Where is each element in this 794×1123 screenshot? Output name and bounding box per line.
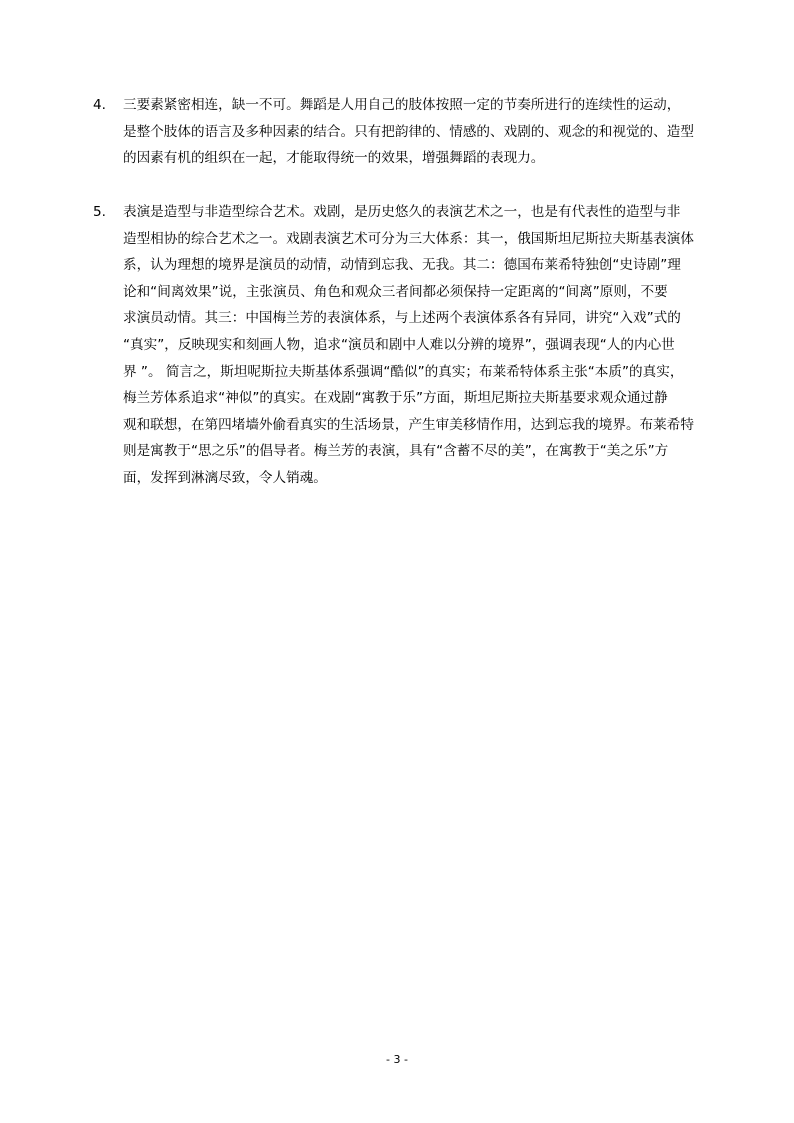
text-line: 三要素紧密相连，缺一不可。舞蹈是人用自己的肢体按照一定的节奏所进行的连续性的运动， xyxy=(123,97,681,113)
text-line: 系，认为理想的境界是演员的动情，动情到忘我、无我。其二：德国布莱希特独创“史诗剧”理 xyxy=(123,257,681,274)
text-line: 造型相协的综合艺术之一。戏剧表演艺术可分为三大体系：其一，俄国斯坦尼斯拉夫斯基表演体 xyxy=(123,230,694,247)
page-number: - 3 - xyxy=(386,1053,408,1066)
text-line: 表演是造型与非造型综合艺术。戏剧，是历史悠久的表演艺术之一，也是有代表性的造型与非 xyxy=(123,204,681,220)
text-line: 求演员动情。其三：中国梅兰芳的表演体系，与上述两个表演体系各有异同，讲究“入戏”式的 xyxy=(123,310,681,327)
text-line: 观和联想，在第四堵墙外偷看真实的生活场景，产生审美移情作用，达到忘我的境界。布莱希特 xyxy=(123,416,694,433)
text-line: 论和“间离效果”说，主张演员、角色和观众三者间都必须保持一定距离的“间离”原则，不要 xyxy=(123,283,668,300)
list-item-4 xyxy=(93,92,713,172)
item-number: 4. xyxy=(93,97,106,113)
text-line: 面，发挥到淋漓尽致，令人销魂。 xyxy=(123,469,327,486)
text-line: 则是寓教于“思之乐”的倡导者。梅兰芳的表演，具有“含蓄不尽的美”，在寓教于“美之乐”方 xyxy=(123,443,669,460)
list-item-5 xyxy=(93,199,713,492)
item-number: 5. xyxy=(93,204,106,220)
item-text xyxy=(123,199,703,492)
item-text xyxy=(123,92,703,172)
text-line: 的因素有机的组织在一起，才能取得统一的效果，增强舞蹈的表现力。 xyxy=(123,150,545,167)
text-line: “真实”，反映现实和刻画人物，追求“演员和剧中人难以分辨的境界”，强调表现“人的内心世 xyxy=(123,336,675,353)
text-line: 是整个肢体的语言及多种因素的结合。只有把韵律的、情感的、戏剧的、观念的和视觉的、造型 xyxy=(123,123,694,140)
text-line: 界 ”。 简言之，斯坦呢斯拉夫斯基体系强调“酷似”的真实；布莱希特体系主张“本质”的真实， xyxy=(123,363,684,380)
text-line: 梅兰芳体系追求“神似”的真实。在戏剧“寓教于乐”方面，斯坦尼斯拉夫斯基要求观众通过静 xyxy=(123,390,668,407)
